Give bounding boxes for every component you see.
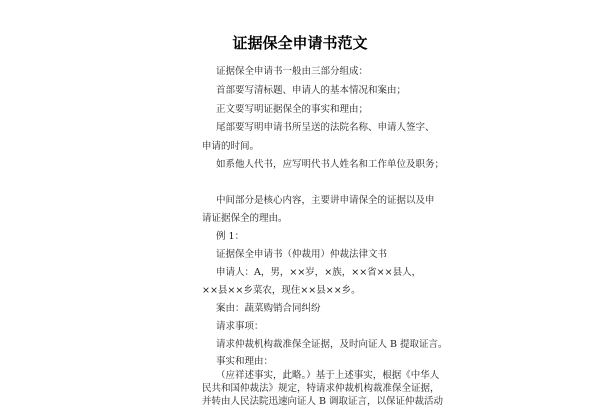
text-line: 请求事项： (216, 321, 264, 332)
text-line: 申请的时间。 (202, 141, 260, 152)
text-line: 如系他人代书，应写明代书人姓名和工作单位及职务； (216, 159, 445, 170)
text-line: 民共和国仲裁法》规定，特请求仲裁机构裁准保全证据， (202, 383, 440, 394)
text-line: 案由：蔬菜购销合同纠纷 (216, 303, 321, 314)
text-line: 请证据保全的理由。 (202, 213, 288, 224)
text-line: 例 1： (216, 231, 245, 242)
text-line: 中间部分是核心内容，主要讲申请保全的证据以及申 (216, 195, 435, 206)
text-line: 正文要写明证据保全的事实和理由； (216, 104, 369, 115)
text-line: 证据保全申请书一般由三部分组成： (216, 66, 369, 77)
text-line: 并转由人民法院迅速向证人 B 调取证言，以保证仲裁活动 (202, 396, 444, 407)
text-line: 事实和理由： (216, 356, 274, 367)
text-line: 申请人：A，男，××岁，×族，××省××县人， (216, 267, 422, 278)
text-line: 首部要写清标题、申请人的基本情况和案由； (216, 85, 407, 96)
text-line: 请求仲裁机构裁准保全证据，及时向证人 B 提取证言。 (216, 339, 448, 350)
text-line: （应祥述事实，此略。）基于上述事实，根据《中华人 (216, 370, 440, 381)
text-line: 尾部要写明申请书所呈送的法院名称、申请人签字、 (216, 122, 435, 133)
text-line: ××县××乡菜农，现住××县××乡。 (202, 285, 361, 296)
text-line: 证据保全申请书（仲裁用）仲裁法律文书 (216, 249, 388, 260)
document-title: 证据保全申请书范文 (232, 34, 368, 52)
